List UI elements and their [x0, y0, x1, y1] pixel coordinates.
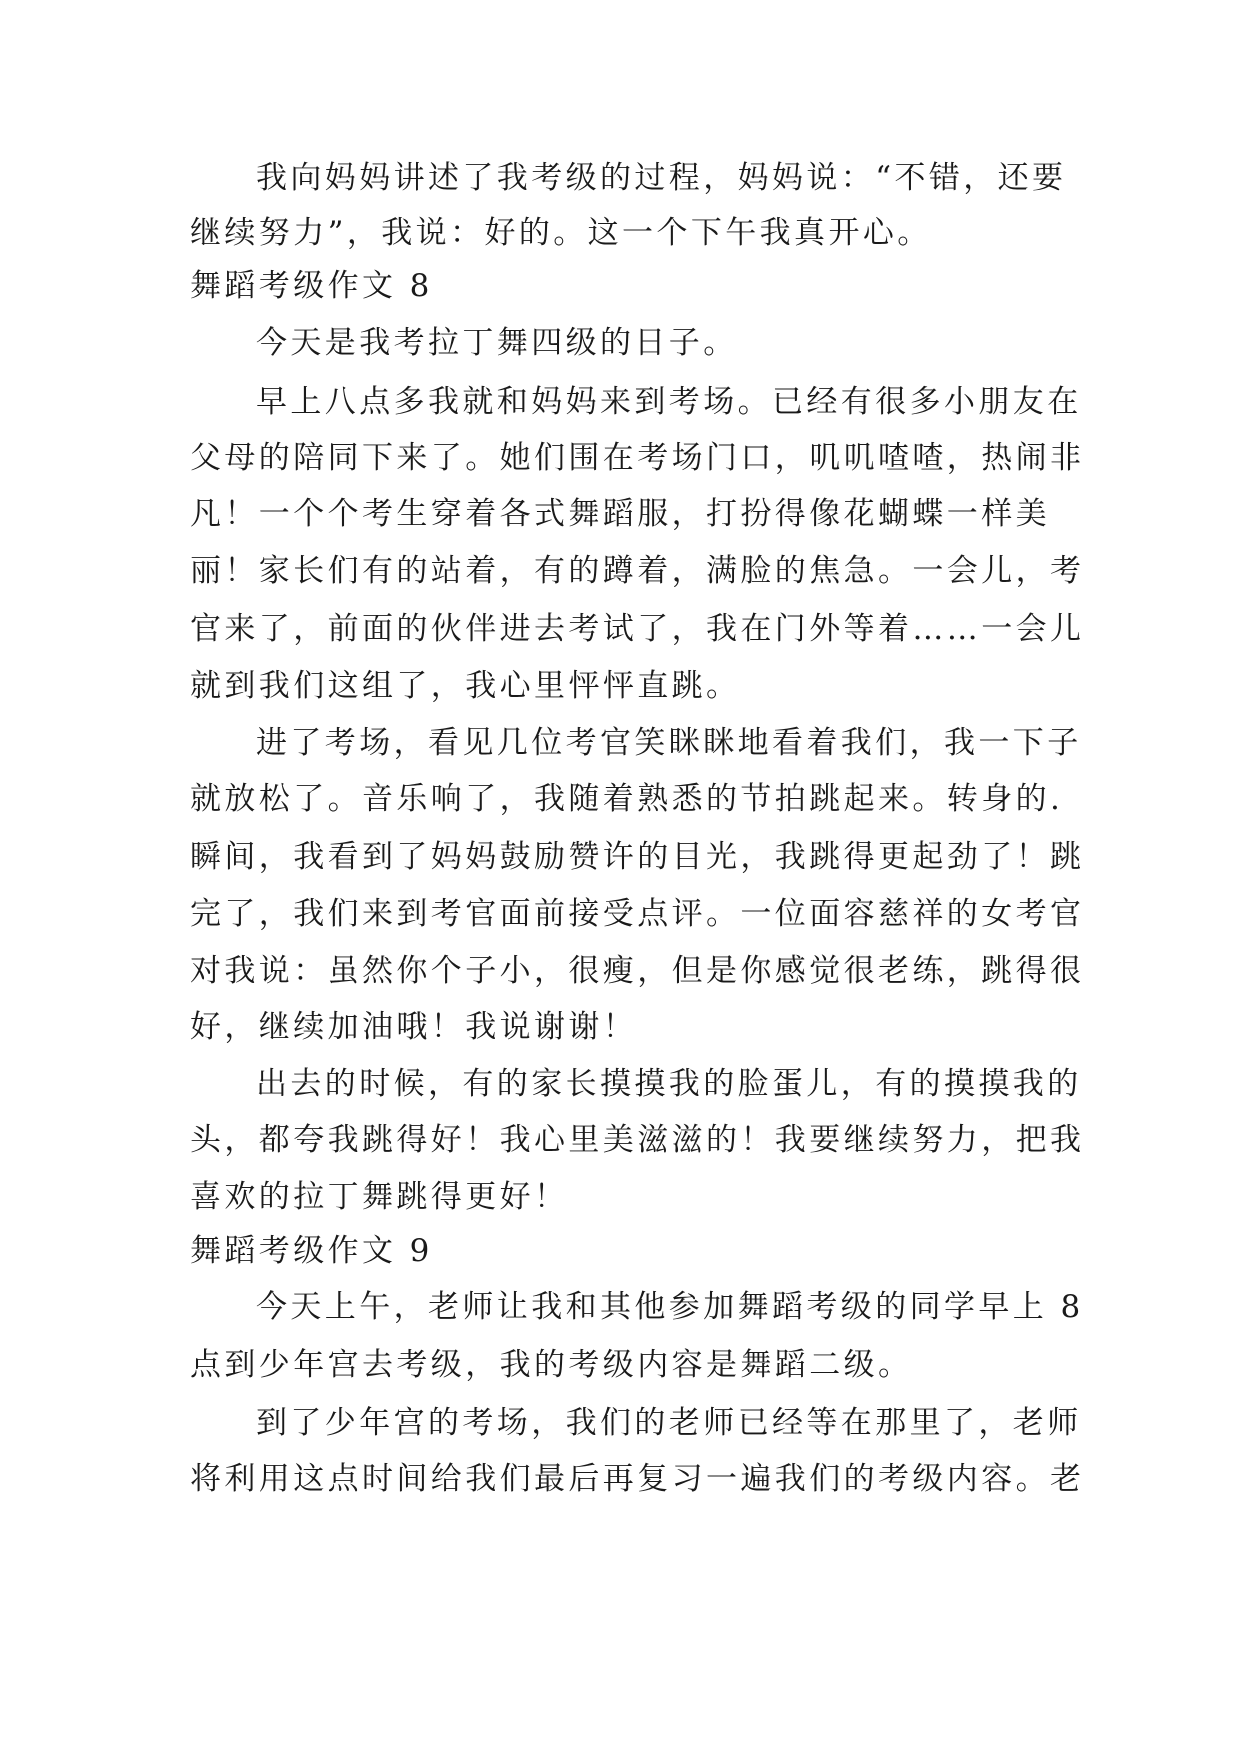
paragraph-line: 出去的时候，有的家长摸摸我的脸蛋儿，有的摸摸我的: [256, 1066, 1082, 1102]
paragraph-line: 丽！家长们有的站着，有的蹲着，满脸的焦急。一会儿，考: [190, 553, 1085, 589]
paragraph-line: 早上八点多我就和妈妈来到考场。已经有很多小朋友在: [256, 384, 1082, 420]
paragraph-line: 完了，我们来到考官面前接受点评。一位面容慈祥的女考官: [190, 896, 1085, 932]
paragraph-line: 今天是我考拉丁舞四级的日子。: [256, 325, 738, 361]
section-heading: 舞蹈考级作文 8: [190, 268, 433, 304]
paragraph-line: 官来了，前面的伙伴进去考试了，我在门外等着……一会儿: [190, 611, 1085, 647]
paragraph-line: 就放松了。音乐响了，我随着熟悉的节拍跳起来。转身的.: [190, 781, 1064, 817]
paragraph-line: 点到少年宫去考级，我的考级内容是舞蹈二级。: [190, 1347, 913, 1383]
paragraph-line: 对我说：虽然你个子小，很瘦，但是你感觉很老练，跳得很: [190, 953, 1085, 989]
paragraph-line: 继续努力”，我说：好的。这一个下午我真开心。: [190, 215, 932, 251]
section-heading: 舞蹈考级作文 9: [190, 1233, 433, 1269]
paragraph-line: 就到我们这组了，我心里怦怦直跳。: [190, 668, 741, 704]
paragraph-line: 头，都夸我跳得好！我心里美滋滋的！我要继续努力，把我: [190, 1122, 1085, 1158]
paragraph-line: 瞬间，我看到了妈妈鼓励赞许的目光，我跳得更起劲了！跳: [190, 839, 1085, 875]
paragraph-line: 父母的陪同下来了。她们围在考场门口，叽叽喳喳，热闹非: [190, 440, 1085, 476]
paragraph-line: 我向妈妈讲述了我考级的过程，妈妈说：“不错，还要: [256, 160, 1067, 196]
paragraph-line: 将利用这点时间给我们最后再复习一遍我们的考级内容。老: [190, 1461, 1085, 1497]
paragraph-line: 凡！一个个考生穿着各式舞蹈服，打扮得像花蝴蝶一样美: [190, 496, 1050, 532]
paragraph-line: 进了考场，看见几位考官笑眯眯地看着我们，我一下子: [256, 725, 1082, 761]
paragraph-line: 好，继续加油哦！我说谢谢！: [190, 1009, 638, 1045]
paragraph-line: 喜欢的拉丁舞跳得更好！: [190, 1179, 569, 1215]
paragraph-line: 今天上午，老师让我和其他参加舞蹈考级的同学早上 8: [256, 1289, 1084, 1325]
paragraph-line: 到了少年宫的考场，我们的老师已经等在那里了，老师: [256, 1405, 1082, 1441]
